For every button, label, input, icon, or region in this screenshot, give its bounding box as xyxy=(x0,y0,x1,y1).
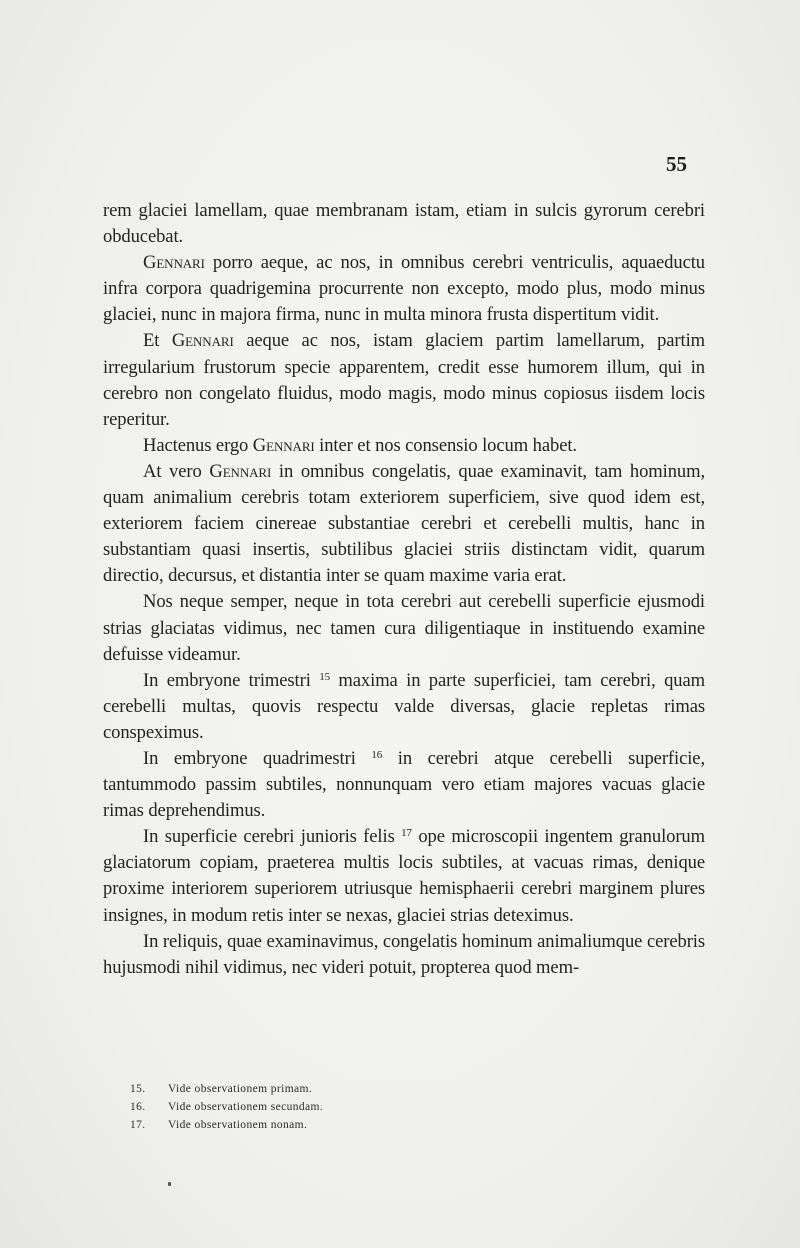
footnote-text: Vide observationem primam. xyxy=(168,1083,313,1095)
footnote-text: Vide observationem nonam. xyxy=(168,1119,308,1131)
footnote-number: 16. xyxy=(130,1101,146,1113)
footnote-number: 17. xyxy=(130,1119,146,1131)
text-segment: Et xyxy=(143,330,172,352)
text-segment: In superficie cerebri junioris felis xyxy=(143,826,402,848)
paragraph xyxy=(103,198,705,250)
footnote-ref: 17 xyxy=(401,827,412,840)
paragraph xyxy=(103,250,705,328)
text-segment: In reliquis, quae examinavimus, congelatis hominum animaliumque cerebris hujusmodi nihil vidimus, nec videri potuit, propterea quod mem- xyxy=(103,930,705,978)
paragraph xyxy=(103,668,705,746)
text-segment: Hactenus ergo xyxy=(143,434,253,456)
footnote-text: Vide observationem secundam. xyxy=(168,1101,324,1113)
paragraph xyxy=(103,433,705,459)
page-number: 55 xyxy=(666,152,687,176)
author-name: Gennari xyxy=(143,252,205,274)
body-text xyxy=(103,198,705,981)
footnote xyxy=(130,1098,530,1116)
text-segment: At vero xyxy=(143,460,210,482)
footnote-ref: 16 xyxy=(371,748,383,761)
text-segment: In embryone quadrimestri xyxy=(143,747,372,769)
text-segment: aeque ac nos, istam glaciem partim lamellarum, partim irregularium frustorum specie apparentem, credit esse humorem illum, qui in cerebro non congelato fluidus, modo magis, modo minus copiosus iisdem locis reperitur. xyxy=(103,330,706,430)
footnote-number: 15. xyxy=(130,1083,146,1095)
text-segment: rem glaciei lamellam, quae membranam istam, etiam in sulcis gyrorum cerebri obducebat. xyxy=(103,200,705,248)
text-segment: maxima in parte superficiei, tam cerebri, quam cerebelli multas, quovis respectu valde diversas, glacie repletas rimas conspeximus. xyxy=(103,669,705,743)
paragraph xyxy=(103,328,705,432)
ink-speck xyxy=(168,1182,171,1186)
text-segment: porro aeque, ac nos, in omnibus cerebri ventriculis, aquaeductu infra corpora quadrigemina procurrente non excepto, modo plus, modo minus glaciei, nunc in majora firma, nunc in multa minora frusta dispertitum vidit. xyxy=(103,252,705,326)
text-segment: In embryone trimestri xyxy=(143,669,320,691)
footnote xyxy=(130,1080,530,1098)
author-name: Gennari xyxy=(171,330,234,352)
author-name: Gennari xyxy=(252,434,315,456)
text-segment: in cerebri atque cerebelli superficie, tantummodo passim subtiles, nonnunquam vero etiam majores vacuas glacie rimas deprehendimus. xyxy=(103,747,705,822)
paragraph xyxy=(103,589,705,667)
author-name: Gennari xyxy=(209,460,272,482)
footnotes xyxy=(130,1080,530,1134)
footnote xyxy=(130,1116,530,1134)
text-segment: Nos neque semper, neque in tota cerebri aut cerebelli superficie ejusmodi strias glaciatas vidimus, nec tamen cura diligentiaque in instituendo examine defuisse videamur. xyxy=(103,591,705,665)
paragraph xyxy=(103,459,705,589)
text-segment: ope microscopii ingentem granulorum glaciatorum copiam, praeterea multis locis subtiles, at vacuas rimas, denique proxime interiorem superiorem utriusque hemisphaerii cerebri marginem plures insignes, in modum retis inter se nexas, glaciei strias deteximus. xyxy=(103,826,705,926)
footnote-ref: 15 xyxy=(319,670,330,683)
text-segment: inter et nos consensio locum habet. xyxy=(314,434,577,456)
paragraph xyxy=(103,746,705,824)
paragraph xyxy=(103,929,705,981)
paragraph xyxy=(103,824,705,928)
text-segment: in omnibus congelatis, quae examinavit, tam hominum, quam animalium cerebris totam exteriorem superficiem, sive quod idem est, exteriorem faciem cinereae substantiae cerebri et cerebelli multis, hanc in substantiam quasi insertis, subtilibus glaciei striis distinctam vidit, quarum directio, decursus, et distantia inter se quam maxime varia erat. xyxy=(103,460,705,587)
